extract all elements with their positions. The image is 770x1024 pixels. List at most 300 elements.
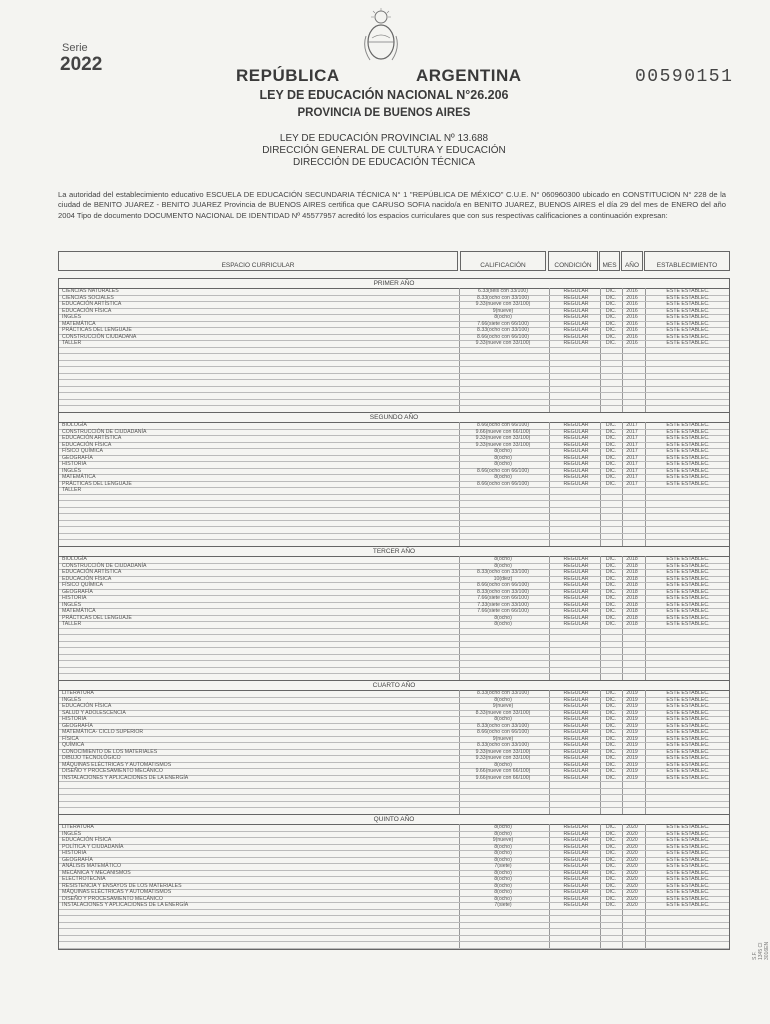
row-establecimiento: ESTE ESTABLEC.: [666, 709, 710, 716]
section-year-3: [58, 546, 730, 682]
row-establecimiento: ESTE ESTABLEC.: [666, 327, 710, 333]
row-anio: 2020: [626, 824, 638, 830]
row-mes: DIC.: [605, 716, 617, 722]
row-anio: 2017: [626, 448, 638, 454]
ley-provincial: LEY DE EDUCACIÓN PROVINCIAL Nº 13.688: [279, 133, 489, 144]
row-anio: 2018: [626, 621, 638, 627]
argentina-coat-of-arms-icon: [358, 8, 404, 68]
row-condicion: REGULAR: [563, 288, 589, 294]
row-establecimiento: ESTE ESTABLEC.: [666, 448, 710, 454]
row-anio: 2020: [626, 837, 638, 843]
row-establecimiento: ESTE ESTABLEC.: [666, 307, 710, 314]
row-anio: 2020: [626, 882, 638, 889]
row-anio: 2018: [626, 575, 638, 582]
row-mes: DIC.: [605, 461, 617, 467]
header-mes: MES: [599, 251, 620, 271]
row-anio: 2019: [626, 709, 638, 716]
row-mes: DIC.: [605, 869, 617, 876]
row-mes: DIC.: [605, 824, 617, 830]
row-establecimiento: ESTE ESTABLEC.: [666, 467, 710, 474]
row-mes: DIC.: [605, 320, 617, 327]
row-condicion: REGULAR: [563, 575, 589, 582]
row-anio: 2019: [626, 768, 638, 774]
row-calificacion: 8.66(ocho con 66/100): [477, 333, 529, 340]
row-espacio: ANÁLISIS MATEMÁTICO: [62, 863, 121, 869]
row-calificacion: 8.33(ocho con 33/100): [477, 294, 529, 301]
row-calificacion: 8(ocho): [494, 696, 512, 703]
row-mes: DIC.: [605, 588, 617, 595]
row-establecimiento: ESTE ESTABLEC.: [666, 614, 710, 621]
row-condicion: REGULAR: [563, 722, 589, 729]
row-establecimiento: ESTE ESTABLEC.: [666, 690, 710, 696]
row-condicion: REGULAR: [563, 895, 589, 902]
row-espacio: LITERATURA: [62, 824, 94, 830]
row-calificacion: 8.66(ocho con 66/100): [477, 729, 529, 735]
row-condicion: REGULAR: [563, 729, 589, 735]
row-condicion: REGULAR: [563, 850, 589, 856]
row-establecimiento: ESTE ESTABLEC.: [666, 850, 710, 856]
row-condicion: REGULAR: [563, 716, 589, 722]
row-calificacion: 8.33(ocho con 33/100): [477, 742, 529, 748]
row-establecimiento: ESTE ESTABLEC.: [666, 454, 710, 461]
row-mes: DIC.: [605, 562, 617, 569]
ley-nacional: LEY DE EDUCACIÓN NACIONAL N°26.206: [259, 88, 509, 102]
row-calificacion: 8(ocho): [494, 562, 512, 569]
row-espacio: PRÁCTICAS DEL LENGUAJE: [62, 327, 132, 333]
row-calificacion: 7(siete): [494, 863, 512, 869]
row-calificacion: 8(ocho): [494, 850, 512, 856]
row-condicion: REGULAR: [563, 448, 589, 454]
row-anio: 2018: [626, 588, 638, 595]
row-anio: 2018: [626, 595, 638, 601]
row-establecimiento: ESTE ESTABLEC.: [666, 340, 710, 346]
row-calificacion: 8(ocho): [494, 614, 512, 621]
row-establecimiento: ESTE ESTABLEC.: [666, 480, 710, 487]
row-mes: DIC.: [605, 601, 617, 608]
row-mes: DIC.: [605, 467, 617, 474]
row-espacio: CONSTRUCCIÓN DE CIUDADANÍA: [62, 562, 147, 569]
row-mes: DIC.: [605, 582, 617, 588]
row-condicion: REGULAR: [563, 735, 589, 742]
row-anio: 2016: [626, 301, 638, 307]
header-espacio: ESPACIO CURRICULAR: [58, 251, 458, 271]
row-condicion: REGULAR: [563, 761, 589, 768]
row-mes: DIC.: [605, 448, 617, 454]
row-establecimiento: ESTE ESTABLEC.: [666, 314, 710, 320]
row-mes: DIC.: [605, 435, 617, 441]
row-condicion: REGULAR: [563, 467, 589, 474]
row-espacio: GEOGRAFÍA: [62, 856, 93, 863]
row-espacio: EDUCACIÓN FÍSICA: [62, 837, 112, 843]
header-calificacion: CALIFICACIÓN: [460, 251, 546, 271]
row-calificacion: 8(ocho): [494, 454, 512, 461]
row-establecimiento: ESTE ESTABLEC.: [666, 824, 710, 830]
row-anio: 2020: [626, 830, 638, 837]
row-calificacion: 8(ocho): [494, 621, 512, 627]
row-anio: 2018: [626, 582, 638, 588]
row-espacio: DISEÑO Y PROCESAMIENTO MECÁNICO: [62, 768, 163, 774]
row-mes: DIC.: [605, 889, 617, 895]
row-condicion: REGULAR: [563, 768, 589, 774]
row-anio: 2019: [626, 696, 638, 703]
section-year-5: [58, 814, 730, 950]
section-year-2: [58, 412, 730, 548]
row-condicion: REGULAR: [563, 882, 589, 889]
row-anio: 2016: [626, 314, 638, 320]
row-mes: DIC.: [605, 902, 617, 908]
row-condicion: REGULAR: [563, 690, 589, 696]
row-condicion: REGULAR: [563, 774, 589, 781]
row-condicion: REGULAR: [563, 480, 589, 487]
row-mes: DIC.: [605, 333, 617, 340]
serie-label: Serie: [62, 42, 88, 54]
row-mes: DIC.: [605, 614, 617, 621]
row-espacio: EDUCACIÓN FÍSICA: [62, 575, 112, 582]
section-year-1: [58, 278, 730, 420]
row-mes: DIC.: [605, 843, 617, 850]
row-condicion: REGULAR: [563, 837, 589, 843]
row-mes: DIC.: [605, 428, 617, 435]
row-espacio: HISTORIA: [62, 716, 87, 722]
row-espacio: HISTORIA: [62, 595, 87, 601]
argentina-label: ARGENTINA: [416, 66, 522, 85]
direccion-general: DIRECCIÓN GENERAL DE CULTURA Y EDUCACIÓN: [262, 145, 506, 156]
row-calificacion: 10(diez): [493, 575, 513, 582]
row-establecimiento: ESTE ESTABLEC.: [666, 735, 710, 742]
row-calificacion: 8.66(ocho con 66/100): [477, 467, 529, 474]
row-mes: DIC.: [605, 895, 617, 902]
republica-label: REPÚBLICA: [236, 66, 340, 85]
row-establecimiento: ESTE ESTABLEC.: [666, 582, 710, 588]
row-mes: DIC.: [605, 863, 617, 869]
row-calificacion: 9.33(nueve con 33/100): [475, 340, 531, 346]
row-espacio: GEOGRAFÍA: [62, 454, 93, 461]
row-establecimiento: ESTE ESTABLEC.: [666, 696, 710, 703]
serie-year: 2022: [60, 54, 103, 75]
row-calificacion: 8.33(ocho con 33/100): [477, 588, 529, 595]
row-establecimiento: ESTE ESTABLEC.: [666, 722, 710, 729]
row-anio: 2019: [626, 703, 638, 709]
row-calificacion: 8(ocho): [494, 556, 512, 562]
row-mes: DIC.: [605, 856, 617, 863]
row-mes: DIC.: [605, 837, 617, 843]
row-anio: 2020: [626, 856, 638, 863]
row-calificacion: 9.33(nueve con 33/100): [475, 435, 531, 441]
row-establecimiento: ESTE ESTABLEC.: [666, 729, 710, 735]
row-espacio: INGLÉS: [62, 830, 82, 837]
row-condicion: REGULAR: [563, 869, 589, 876]
row-mes: DIC.: [605, 569, 617, 575]
row-espacio: INSTALACIONES Y APLICACIONES DE LA ENERGÍA: [62, 774, 189, 781]
row-mes: DIC.: [605, 340, 617, 346]
row-anio: 2019: [626, 742, 638, 748]
row-establecimiento: ESTE ESTABLEC.: [666, 869, 710, 876]
row-mes: DIC.: [605, 595, 617, 601]
row-establecimiento: ESTE ESTABLEC.: [666, 461, 710, 467]
row-mes: DIC.: [605, 830, 617, 837]
row-establecimiento: ESTE ESTABLEC.: [666, 608, 710, 614]
row-mes: DIC.: [605, 575, 617, 582]
row-condicion: REGULAR: [563, 876, 589, 882]
row-establecimiento: ESTE ESTABLEC.: [666, 876, 710, 882]
row-anio: 2020: [626, 902, 638, 908]
row-espacio: INGLÉS: [62, 601, 82, 608]
row-condicion: REGULAR: [563, 608, 589, 614]
row-condicion: REGULAR: [563, 902, 589, 908]
row-establecimiento: ESTE ESTABLEC.: [666, 716, 710, 722]
row-mes: DIC.: [605, 454, 617, 461]
row-condicion: REGULAR: [563, 454, 589, 461]
row-anio: 2019: [626, 729, 638, 735]
row-espacio: EDUCACIÓN FÍSICA: [62, 703, 112, 709]
row-establecimiento: ESTE ESTABLEC.: [666, 575, 710, 582]
row-anio: 2017: [626, 454, 638, 461]
row-condicion: REGULAR: [563, 333, 589, 340]
row-establecimiento: ESTE ESTABLEC.: [666, 774, 710, 781]
row-calificacion: 8(ocho): [494, 882, 512, 889]
row-establecimiento: ESTE ESTABLEC.: [666, 895, 710, 902]
row-establecimiento: ESTE ESTABLEC.: [666, 837, 710, 843]
section-title: PRIMER AÑO: [59, 279, 729, 289]
row-establecimiento: ESTE ESTABLEC.: [666, 761, 710, 768]
row-anio: 2019: [626, 774, 638, 781]
row-anio: 2020: [626, 863, 638, 869]
row-espacio: MÁQUINAS ELÉCTRICAS Y AUTOMATISMOS: [62, 761, 172, 768]
row-condicion: REGULAR: [563, 614, 589, 621]
row-espacio: RESISTENCIA Y ENSAYOS DE LOS MATERIALES: [62, 882, 182, 889]
row-calificacion: 9.33(nueve con 33/100): [475, 755, 531, 761]
section-title: SEGUNDO AÑO: [59, 413, 729, 423]
row-establecimiento: ESTE ESTABLEC.: [666, 562, 710, 569]
row-establecimiento: ESTE ESTABLEC.: [666, 333, 710, 340]
row-condicion: REGULAR: [563, 441, 589, 448]
row-establecimiento: ESTE ESTABLEC.: [666, 768, 710, 774]
row-anio: 2017: [626, 480, 638, 487]
row-condicion: REGULAR: [563, 856, 589, 863]
row-calificacion: 8(ocho): [494, 856, 512, 863]
row-establecimiento: ESTE ESTABLEC.: [666, 863, 710, 869]
row-calificacion: 7.66(siete con 66/100): [477, 608, 529, 614]
row-espacio: QUÍMICA: [62, 742, 85, 748]
row-espacio: INGLÉS: [62, 314, 82, 320]
row-anio: 2019: [626, 722, 638, 729]
row-condicion: REGULAR: [563, 461, 589, 467]
row-calificacion: 8(ocho): [494, 889, 512, 895]
row-mes: DIC.: [605, 556, 617, 562]
row-establecimiento: ESTE ESTABLEC.: [666, 441, 710, 448]
row-anio: 2016: [626, 294, 638, 301]
row-establecimiento: ESTE ESTABLEC.: [666, 435, 710, 441]
row-espacio: MÁQUINAS ELÉCTRICAS Y AUTOMATISMOS: [62, 889, 172, 895]
row-anio: 2020: [626, 895, 638, 902]
row-calificacion: 9(nueve): [492, 735, 514, 742]
row-espacio: GEOGRAFÍA: [62, 722, 93, 729]
row-mes: DIC.: [605, 690, 617, 696]
row-establecimiento: ESTE ESTABLEC.: [666, 703, 710, 709]
row-espacio: BIOLOGÍA: [62, 556, 87, 562]
row-espacio: MATEMÁTICA: [62, 320, 96, 327]
row-condicion: REGULAR: [563, 428, 589, 435]
row-establecimiento: ESTE ESTABLEC.: [666, 889, 710, 895]
row-calificacion: 6.33(seis con 33/100): [478, 288, 528, 294]
row-calificacion: 9.33(nueve con 33/100): [475, 441, 531, 448]
row-espacio: HISTORIA: [62, 461, 87, 467]
row-mes: DIC.: [605, 327, 617, 333]
row-espacio: MATEMÁTICA: [62, 608, 96, 614]
row-espacio: SALUD Y ADOLESCENCIA: [62, 709, 126, 716]
row-condicion: REGULAR: [563, 755, 589, 761]
row-mes: DIC.: [605, 768, 617, 774]
row-calificacion: 8.33(ocho con 33/100): [477, 690, 529, 696]
row-establecimiento: ESTE ESTABLEC.: [666, 621, 710, 627]
row-condicion: REGULAR: [563, 595, 589, 601]
header-condicion: CONDICIÓN: [548, 251, 598, 271]
row-condicion: REGULAR: [563, 301, 589, 307]
row-condicion: REGULAR: [563, 435, 589, 441]
row-espacio: MATEMÁTICA- CICLO SUPERIOR: [62, 729, 144, 735]
row-mes: DIC.: [605, 703, 617, 709]
row-establecimiento: ESTE ESTABLEC.: [666, 569, 710, 575]
row-calificacion: 7.66(siete con 66/100): [477, 320, 529, 327]
row-anio: 2020: [626, 889, 638, 895]
row-anio: 2016: [626, 307, 638, 314]
row-condicion: REGULAR: [563, 422, 589, 428]
row-calificacion: 8(ocho): [494, 869, 512, 876]
row-mes: DIC.: [605, 729, 617, 735]
row-espacio: FÍSICO QUÍMICA: [62, 448, 103, 454]
row-condicion: REGULAR: [563, 307, 589, 314]
row-espacio: CIENCIAS NATURALES: [62, 288, 119, 294]
row-calificacion: 9(nueve): [492, 307, 514, 314]
row-mes: DIC.: [605, 608, 617, 614]
row-mes: DIC.: [605, 307, 617, 314]
row-espacio: EDUCACIÓN ARTÍSTICA: [62, 435, 122, 441]
row-espacio: CIENCIAS SOCIALES: [62, 294, 114, 301]
row-condicion: REGULAR: [563, 863, 589, 869]
row-calificacion: 9.66(nueve con 66/100): [475, 774, 531, 781]
row-condicion: REGULAR: [563, 742, 589, 748]
row-mes: DIC.: [605, 761, 617, 768]
row-anio: 2016: [626, 333, 638, 340]
row-anio: 2020: [626, 876, 638, 882]
row-calificacion: 8(ocho): [494, 716, 512, 722]
row-condicion: REGULAR: [563, 314, 589, 320]
row-calificacion: 8(ocho): [494, 824, 512, 830]
row-mes: DIC.: [605, 742, 617, 748]
row-establecimiento: ESTE ESTABLEC.: [666, 422, 710, 428]
row-calificacion: 8(ocho): [494, 761, 512, 768]
row-condicion: REGULAR: [563, 562, 589, 569]
row-mes: DIC.: [605, 774, 617, 781]
row-mes: DIC.: [605, 422, 617, 428]
row-espacio: GEOGRAFÍA: [62, 588, 93, 595]
row-espacio: INSTALACIONES Y APLICACIONES DE LA ENERGÍA: [62, 902, 189, 908]
row-espacio: EDUCACIÓN FÍSICA: [62, 307, 112, 314]
column-header-row: [58, 251, 730, 273]
row-condicion: REGULAR: [563, 830, 589, 837]
row-calificacion: 8(ocho): [494, 895, 512, 902]
header-establecimiento: ESTABLECIMIENTO: [644, 251, 730, 271]
row-anio: 2019: [626, 761, 638, 768]
row-establecimiento: ESTE ESTABLEC.: [666, 755, 710, 761]
row-mes: DIC.: [605, 474, 617, 480]
row-mes: DIC.: [605, 294, 617, 301]
row-calificacion: 8(ocho): [494, 843, 512, 850]
row-espacio: TALLER: [62, 340, 82, 346]
row-condicion: REGULAR: [563, 556, 589, 562]
row-condicion: REGULAR: [563, 824, 589, 830]
row-mes: DIC.: [605, 876, 617, 882]
row-condicion: REGULAR: [563, 582, 589, 588]
row-condicion: REGULAR: [563, 588, 589, 595]
row-espacio: PRÁCTICAS DEL LENGUAJE: [62, 480, 132, 487]
row-calificacion: 8.33(nueve con 33/100): [475, 709, 531, 716]
row-anio: 2019: [626, 735, 638, 742]
direccion-tecnica: DIRECCIÓN DE EDUCACIÓN TÉCNICA: [292, 157, 476, 168]
row-anio: 2019: [626, 748, 638, 755]
row-calificacion: 9(nueve): [492, 837, 514, 843]
intro-paragraph: La autoridad del establecimiento educativo ESCUELA DE EDUCACIÓN SECUNDARIA TÉCNICA N° 1 "REPÚBLICA DE MÉXICO" C.U.E. N° 060960300 ubicado en CONSTITUCION N° 228 de la ciudad de BENITO JUAREZ - BENITO JUAREZ Provincia de BUENOS AIRES certifica que CARUSO SOFIA nacido/a en BENITO JUAREZ, BUENOS AIRES el día 29 del mes de ENERO del año 2004 Tipo de documento DOCUMENTO NACIONAL DE IDENTIDAD Nº 45577957 acreditó los espacios curriculares que con sus respectivas calificaciones a continuación expresan:: [58, 190, 726, 220]
row-espacio: POLÍTICA Y CIUDADANÍA: [62, 843, 124, 850]
row-espacio: DIBUJO TECNOLÓGICO: [62, 755, 121, 761]
row-condicion: REGULAR: [563, 327, 589, 333]
row-espacio: HISTORIA: [62, 850, 87, 856]
row-mes: DIC.: [605, 748, 617, 755]
row-establecimiento: ESTE ESTABLEC.: [666, 601, 710, 608]
row-anio: 2018: [626, 601, 638, 608]
row-calificacion: 8.33(ocho con 33/100): [477, 722, 529, 729]
provincia: PROVINCIA DE BUENOS AIRES: [297, 107, 471, 119]
row-condicion: REGULAR: [563, 320, 589, 327]
row-mes: DIC.: [605, 301, 617, 307]
row-calificacion: 8.33(ocho con 33/100): [477, 327, 529, 333]
row-calificacion: 8(ocho): [494, 314, 512, 320]
row-mes: DIC.: [605, 755, 617, 761]
row-condicion: REGULAR: [563, 748, 589, 755]
row-condicion: REGULAR: [563, 889, 589, 895]
row-espacio: INGLÉS: [62, 696, 82, 703]
row-condicion: REGULAR: [563, 696, 589, 703]
row-calificacion: 7.66(siete con 66/100): [477, 595, 529, 601]
row-espacio: MECÁNICA Y MECANISMOS: [62, 869, 131, 876]
row-calificacion: 9.66(nueve con 66/100): [475, 768, 531, 774]
row-establecimiento: ESTE ESTABLEC.: [666, 320, 710, 327]
row-condicion: REGULAR: [563, 294, 589, 301]
row-calificacion: 8(ocho): [494, 461, 512, 467]
row-anio: 2018: [626, 562, 638, 569]
row-espacio: EDUCACIÓN ARTÍSTICA: [62, 301, 122, 307]
section-title: TERCER AÑO: [59, 547, 729, 557]
row-establecimiento: ESTE ESTABLEC.: [666, 556, 710, 562]
row-mes: DIC.: [605, 850, 617, 856]
side-code: S.F. 1345 CI 3016EN: [752, 941, 770, 960]
row-mes: DIC.: [605, 314, 617, 320]
row-anio: 2018: [626, 608, 638, 614]
row-establecimiento: ESTE ESTABLEC.: [666, 902, 710, 908]
header-anio: AÑO: [621, 251, 643, 271]
row-espacio: EDUCACIÓN FÍSICA: [62, 441, 112, 448]
row-calificacion: 7(siete): [494, 902, 512, 908]
row-calificacion: 7.33(siete con 33/100): [477, 601, 529, 608]
row-mes: DIC.: [605, 621, 617, 627]
row-condicion: REGULAR: [563, 621, 589, 627]
row-establecimiento: ESTE ESTABLEC.: [666, 294, 710, 301]
row-establecimiento: ESTE ESTABLEC.: [666, 288, 710, 294]
row-anio: 2019: [626, 690, 638, 696]
row-condicion: REGULAR: [563, 703, 589, 709]
row-espacio: EDUCACIÓN ARTÍSTICA: [62, 569, 122, 575]
row-mes: DIC.: [605, 288, 617, 294]
